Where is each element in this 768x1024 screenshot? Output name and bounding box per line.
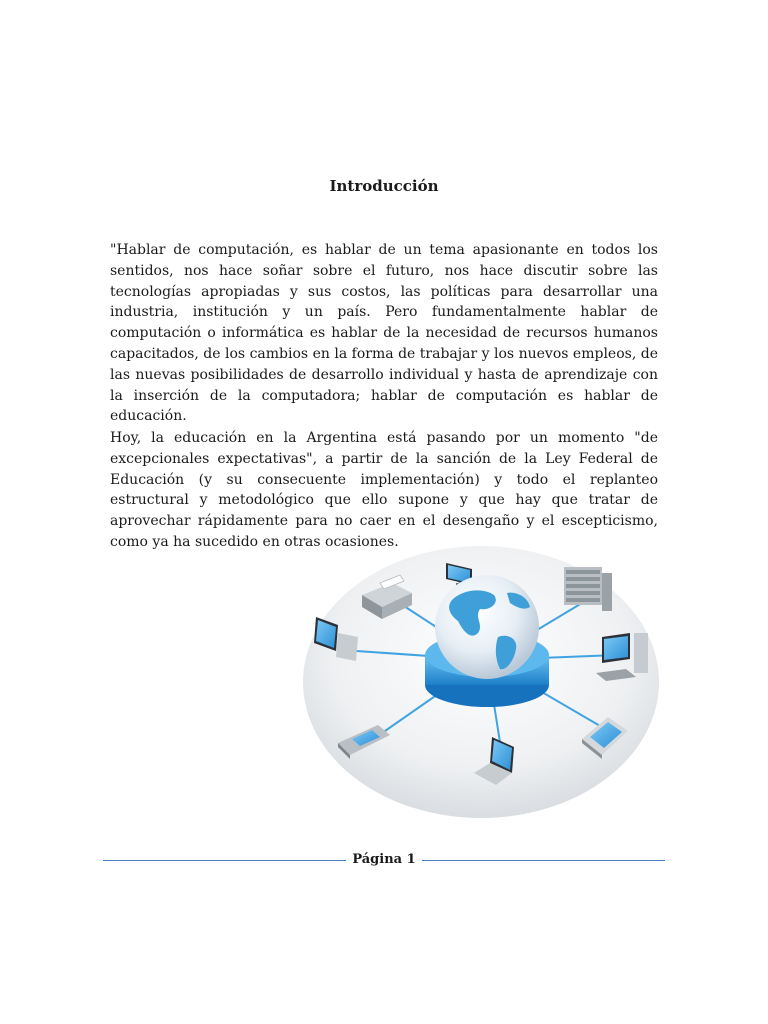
server-icon (564, 567, 612, 611)
footer-rule-left (103, 860, 346, 861)
footer-rule-right (422, 860, 665, 861)
page-title: Introducción (329, 177, 439, 195)
paragraph-education: Hoy, la educación en la Argentina está pasando por un momento "de excepcionales expectativas", a partir de la sanción de la Ley Federal de Educación (y su consecuente implementación) y todo el replanteo estructural y metodológico que ello supone y que hay que tratar de aprovechar rápidamente para no caer en el desengaño y el escepticismo, como ya ha sucedido en otras ocasiones. (110, 430, 658, 550)
page-number: Página 1 (352, 852, 416, 867)
paragraph-intro: "Hablar de computación, es hablar de un tema apasionante en todos los sentidos, nos hace soñar sobre el futuro, nos hace discutir sobre las tecnologías apropiadas y sus costos, las políticas para desarrollar una industria, institución y un país. Pero fundamentalmente hablar de computación o informática es hablar de la necesidad de recursos humanos capacitados, de los cambios en la forma de trabajar y los nuevos empleos, de las nuevas posibilidades de desarrollo individual y hasta de aprendizaje con la inserción de la computadora; hablar de computación es hablar de educación. (110, 242, 658, 425)
network-globe-illustration (302, 545, 660, 819)
page-footer (103, 851, 665, 871)
